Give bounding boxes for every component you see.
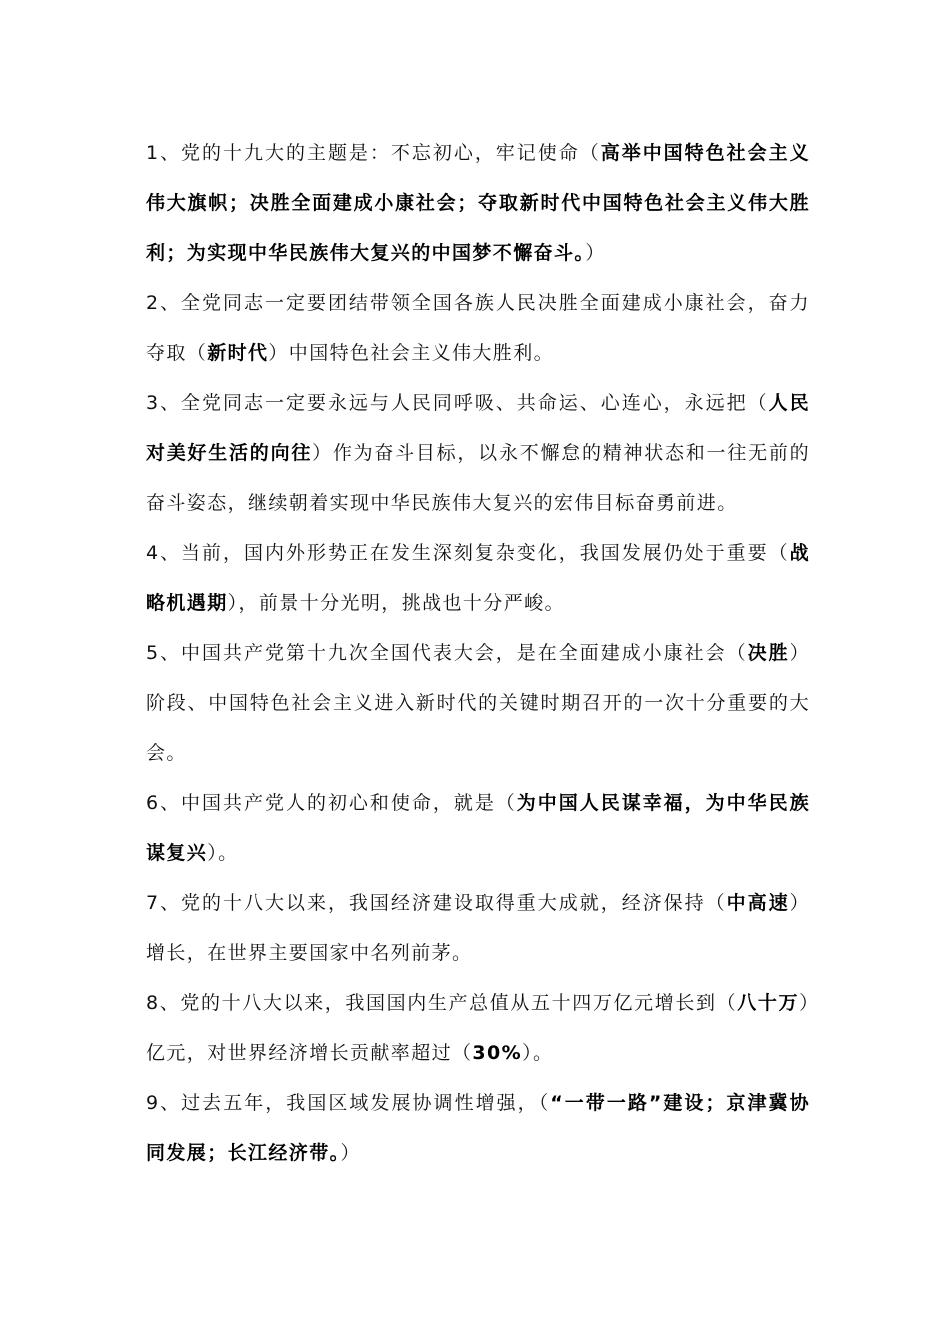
question-item-8 — [146, 978, 810, 1078]
question-item-5 — [146, 628, 810, 778]
question-text: ）。 — [522, 1042, 554, 1064]
question-text: ）增长，在世界主要国家中名列前茅。 — [146, 892, 810, 964]
question-text: 4、当前，国内外形势正在发生深刻复杂变化，我国发展仍处于重要（ — [146, 542, 790, 564]
answer-text: 战略机遇期 — [146, 542, 810, 614]
question-text: ）中国特色社会主义伟大胜利。 — [268, 342, 555, 364]
answer-text: 八十万 — [737, 992, 800, 1014]
question-text: ）作为奋斗目标，以永不懈怠的精神状态和一往无前的奋斗姿态，继续朝着实现中华民族伟大复兴的宏伟目标奋勇前进。 — [146, 442, 810, 514]
answer-text: 中高速 — [726, 892, 790, 914]
answer-text: 人民对美好生活的向往 — [146, 392, 810, 464]
document-page — [146, 128, 810, 1178]
question-text: 3、全党同志一定要永远与人民同呼吸、共命运、心连心，永远把（ — [146, 392, 769, 414]
answer-text: 30% — [472, 1042, 523, 1064]
question-item-2 — [146, 278, 810, 378]
question-text: 7、党的十八大以来，我国经济建设取得重大成就，经济保持（ — [146, 892, 727, 914]
question-text: ） — [340, 1142, 361, 1164]
question-text: ），前景十分光明，挑战也十分严峻。 — [227, 592, 565, 614]
answer-text: 决胜 — [747, 642, 790, 664]
question-text: 8、党的十八大以来，我国国内生产总值从五十四万亿元增长到（ — [146, 992, 738, 1014]
answer-text: 新时代 — [207, 342, 269, 364]
question-text: ）。 — [207, 842, 239, 864]
question-item-1 — [146, 128, 810, 278]
question-item-9 — [146, 1078, 810, 1178]
question-text: 6、中国共产党人的初心和使命，就是（ — [146, 792, 517, 814]
question-item-4 — [146, 528, 810, 628]
answer-text: “一带一路”建设；京津冀协同发展；长江经济带。 — [146, 1092, 810, 1164]
answer-text: 高举中国特色社会主义伟大旗帜；决胜全面建成小康社会；夺取新时代中国特色社会主义伟大胜利；为实现中华民族伟大复兴的中国梦不懈奋斗。 — [146, 142, 810, 264]
question-text: ）阶段、中国特色社会主义进入新时代的关键时期召开的一次十分重要的大会。 — [146, 642, 810, 764]
question-text: 2、全党同志一定要团结带领全国各族人民决胜全面建成小康社会，奋力夺取（ — [146, 292, 810, 364]
question-item-3 — [146, 378, 810, 528]
question-text: 5、中国共产党第十九次全国代表大会，是在全面建成小康社会（ — [146, 642, 748, 664]
question-text: 9、过去五年，我国区域发展协调性增强，（ — [146, 1092, 551, 1114]
question-text: ） — [585, 242, 606, 264]
question-text: ）亿元，对世界经济增长贡献率超过（ — [146, 992, 810, 1064]
question-item-6 — [146, 778, 810, 878]
question-item-7 — [146, 878, 810, 978]
question-text: 1、党的十九大的主题是：不忘初心，牢记使命（ — [146, 142, 601, 164]
answer-text: 为中国人民谋幸福，为中华民族谋复兴 — [146, 792, 810, 864]
